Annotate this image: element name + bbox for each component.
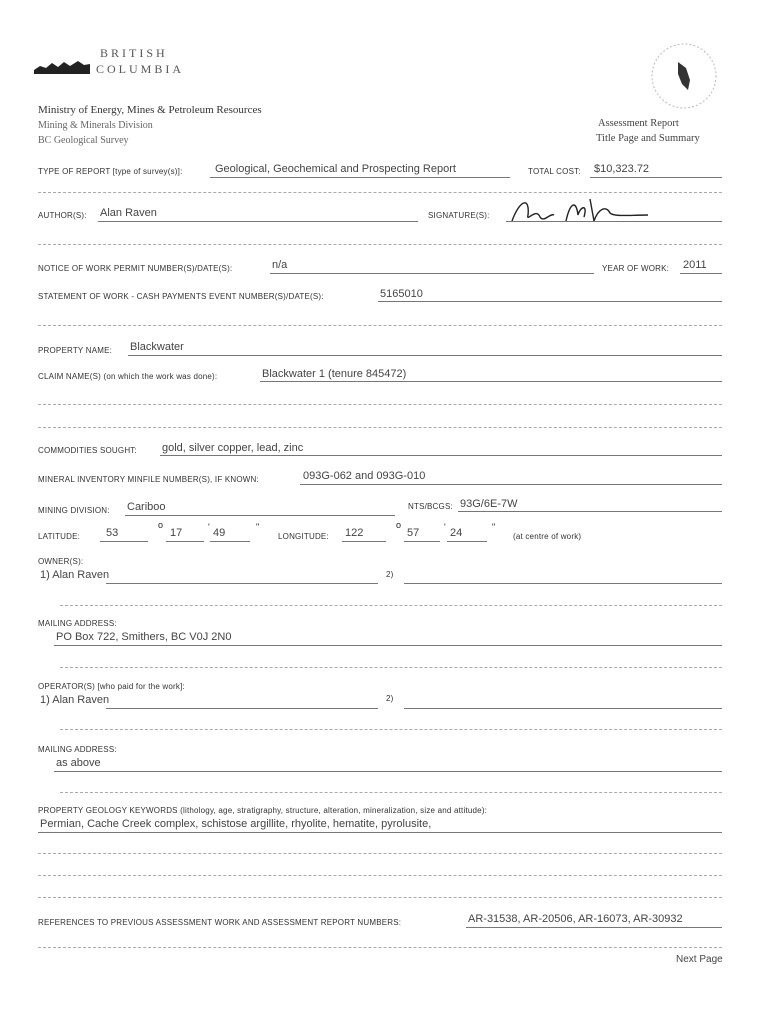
- minfile-label: MINERAL INVENTORY MINFILE NUMBER(S), IF KNOWN:: [38, 475, 259, 484]
- operator-2: 2): [386, 694, 394, 703]
- nts-label: NTS/BCGS:: [408, 502, 453, 511]
- mailing-2-value: as above: [56, 757, 101, 769]
- statement-value: 5165010: [380, 288, 423, 300]
- operator-label: OPERATOR(S) [who paid for the work]:: [38, 682, 185, 691]
- logo-line-2: COLUMBIA: [96, 62, 185, 76]
- division-name: Mining & Minerals Division: [38, 120, 153, 131]
- nts-value: 93G/6E-7W: [460, 498, 518, 510]
- latitude-degrees: 53: [106, 527, 119, 539]
- commodities-value: gold, silver copper, lead, zinc: [162, 442, 304, 454]
- seal-icon: [648, 40, 720, 112]
- longitude-degrees: 122: [345, 527, 364, 539]
- year-value: 2011: [683, 259, 707, 271]
- permit-label: NOTICE OF WORK PERMIT NUMBER(S)/DATE(S):: [38, 264, 233, 273]
- owner-2: 2): [386, 570, 394, 579]
- division-label: MINING DIVISION:: [38, 506, 110, 515]
- ministry-name: Ministry of Energy, Mines & Petroleum Resources: [38, 104, 262, 116]
- mailing-label: MAILING ADDRESS:: [38, 619, 117, 628]
- claim-label: CLAIM NAME(S) (on which the work was done):: [38, 372, 218, 381]
- statement-label: STATEMENT OF WORK - CASH PAYMENTS EVENT NUMBER(S)/DATE(S):: [38, 292, 324, 301]
- commodities-label: COMMODITIES SOUGHT:: [38, 446, 137, 455]
- references-label: REFERENCES TO PREVIOUS ASSESSMENT WORK AND ASSESSMENT REPORT NUMBERS:: [38, 918, 402, 927]
- operator-1: 1) Alan Raven: [40, 694, 110, 706]
- mailing-2-label: MAILING ADDRESS:: [38, 745, 117, 754]
- latitude-minutes: 17: [170, 527, 183, 539]
- survey-name: BC Geological Survey: [38, 135, 129, 146]
- property-label: PROPERTY NAME:: [38, 346, 113, 355]
- cost-label: TOTAL COST:: [528, 167, 581, 176]
- claim-value: Blackwater 1 (tenure 845472): [262, 368, 407, 380]
- logo-line-1: BRITISH: [100, 46, 168, 60]
- signature-label: SIGNATURE(S):: [428, 211, 490, 220]
- report-title-2: Title Page and Summary: [596, 133, 700, 144]
- owner-label: OWNER(S):: [38, 557, 84, 566]
- permit-value: n/a: [272, 259, 288, 271]
- owner-1: 1) Alan Raven: [40, 569, 110, 581]
- cost-value: $10,323.72: [594, 163, 650, 175]
- latitude-label: LATITUDE:: [38, 532, 81, 541]
- author-label: AUTHOR(S):: [38, 211, 87, 220]
- centre-note: (at centre of work): [513, 532, 582, 541]
- geology-value: Permian, Cache Creek complex, schistose argillite, rhyolite, hematite, pyrolusite,: [40, 818, 432, 830]
- bc-logo-icon: [34, 58, 92, 76]
- minfile-value: 093G-062 and 093G-010: [303, 470, 426, 482]
- longitude-minutes: 57: [407, 527, 420, 539]
- geology-label: PROPERTY GEOLOGY KEYWORDS (lithology, age, stratigraphy, structure, alteration, mineralization, size and attitude):: [38, 806, 488, 815]
- mailing-value: PO Box 722, Smithers, BC V0J 2N0: [56, 631, 232, 643]
- type-value: Geological, Geochemical and Prospecting Report: [215, 163, 456, 175]
- report-title-1: Assessment Report: [598, 118, 679, 129]
- next-page-link[interactable]: Next Page: [676, 954, 723, 965]
- type-label: TYPE OF REPORT [type of survey(s)]:: [38, 167, 183, 176]
- year-label: YEAR OF WORK:: [602, 264, 670, 273]
- latitude-seconds: 49: [213, 527, 226, 539]
- property-value: Blackwater: [130, 341, 184, 353]
- references-value: AR-31538, AR-20506, AR-16073, AR-30932: [468, 913, 683, 925]
- author-value: Alan Raven: [100, 207, 157, 219]
- longitude-seconds: 24: [450, 527, 463, 539]
- division-value: Cariboo: [127, 501, 166, 513]
- longitude-label: LONGITUDE:: [278, 532, 329, 541]
